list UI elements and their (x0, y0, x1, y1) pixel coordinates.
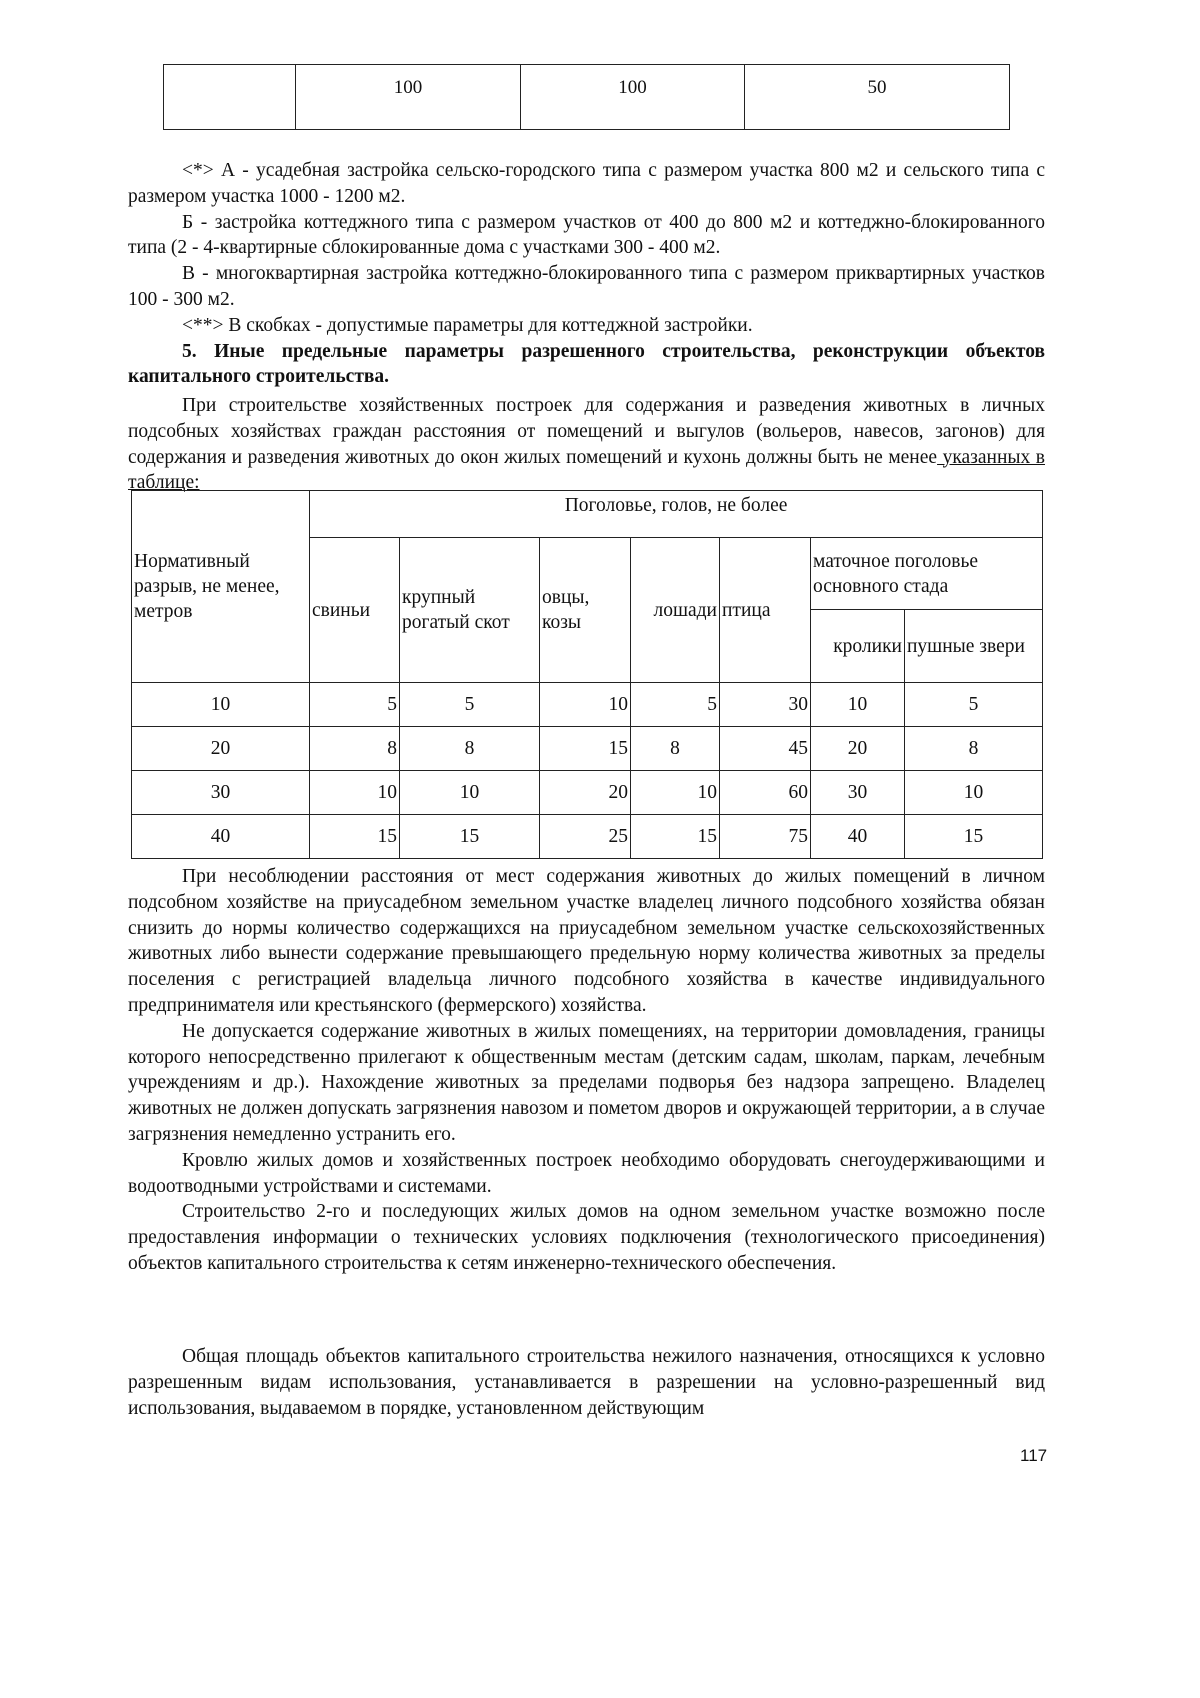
note-star2: <**> В скобках - допустимые параметры для коттеджной застройки. (182, 314, 753, 336)
body-paragraph-4: Строительство 2-го и последующих жилых домов на одном земельном участке возможно после предоставления информации о технических условиях подключения (технологического присоединения) объектов капитального строительства к сетям инженерно-технического обеспечения. (128, 1201, 1045, 1274)
table-row (132, 727, 1043, 771)
header-pigs: свиньи (310, 538, 400, 683)
table-cell: 60 (720, 771, 811, 815)
table-row (132, 683, 1043, 727)
animal-distance-table (131, 490, 1043, 859)
table-cell: 5 (310, 683, 400, 727)
note-b: Б - застройка коттеджного типа с размером участков от 400 до 800 м2 и коттеджно-блокированного типа (2 - 4-квартирные сблокированные дома с участками 300 - 400 м2. (128, 211, 1045, 259)
table-cell (164, 65, 296, 130)
table-cell: 15 (631, 815, 720, 859)
table-cell: 5 (631, 683, 720, 727)
table-header-row (132, 491, 1043, 538)
table-cell: 10 (540, 683, 631, 727)
body-text-continued (128, 1344, 1045, 1421)
table-cell: 30 (720, 683, 811, 727)
table-cell: 8 (310, 727, 400, 771)
table-cell: 30 (132, 771, 310, 815)
intro-paragraph (128, 393, 1045, 496)
table-cell: 8 (905, 727, 1043, 771)
header-fur: пушные звери (905, 610, 1043, 683)
table-cell: 100 (296, 65, 521, 130)
table-row (164, 65, 1010, 130)
header-breeding: маточное поголовье основного стада (811, 538, 1043, 610)
table-cell: 50 (745, 65, 1010, 130)
table-cell: 40 (132, 815, 310, 859)
table-cell: 20 (811, 727, 905, 771)
header-rabbits: кролики (811, 610, 905, 683)
body-paragraph-3: Кровлю жилых домов и хозяйственных построек необходимо оборудовать снегоудерживающими и водоотводными устройствами и системами. (128, 1149, 1045, 1197)
footnotes (128, 158, 1045, 390)
page-number: 117 (1020, 1446, 1048, 1465)
table-cell: 20 (132, 727, 310, 771)
table-cell: 45 (720, 727, 811, 771)
table-cell: 5 (400, 683, 540, 727)
table-cell: 8 (631, 727, 720, 771)
table-cell: 20 (540, 771, 631, 815)
table-cell: 15 (905, 815, 1043, 859)
note-a: <*> А - усадебная застройка сельско-городского типа с размером участка 800 м2 и сельского типа с размером участка 1000 - 1200 м2. (128, 160, 1045, 207)
header-sheep: овцы, козы (540, 538, 631, 683)
table-cell: 25 (540, 815, 631, 859)
body-paragraph-2: Не допускается содержание животных в жилых помещениях, на территории домовладения, границы которого непосредственно прилегают к общественным местам (детским садам, школам, паркам, лечебным учреждениям и др.). Нахождение животных за пределами подворья без надзора запрещено. Владелец животных не должен допускать загрязнения навозом и пометом дворов и окружающей территории, а в случае загрязнения немедленно устранить его. (128, 1020, 1045, 1145)
table-cell: 10 (631, 771, 720, 815)
table-cell: 15 (400, 815, 540, 859)
body-paragraph-1: При несоблюдении расстояния от мест содержания животных до жилых помещений в личном подсобном хозяйстве на приусадебном земельном участке владелец личного подсобного хозяйства обязан снизить до нормы количество содержащихся на приусадебном земельном участке сельскохозяйственных животных либо вынести содержание превышающего предельную норму количества животных за пределы поселения с регистрацией владельца личного подсобного хозяйства в качестве индивидуального предпринимателя или крестьянского (фермерского) хозяйства. (128, 866, 1045, 1016)
note-v: В - многоквартирная застройка коттеджно-блокированного типа с размером приквартирных участков 100 - 300 м2. (128, 263, 1045, 310)
intro-text: При строительстве хозяйственных построек для содержания и разведения животных в личных подсобных хозяйствах граждан расстояния от помещений и выгулов (вольеров, навесов, загонов) для содержания и разведения животных до окон жилых помещений и кухонь должны быть не менее (128, 395, 1045, 468)
table-cell: 5 (905, 683, 1043, 727)
header-distance: Нормативный разрыв, не менее, метров (132, 491, 310, 683)
header-horses: лошади (631, 538, 720, 683)
table-cell: 10 (811, 683, 905, 727)
table-cell: 10 (310, 771, 400, 815)
table-row (132, 815, 1043, 859)
table-cell: 10 (400, 771, 540, 815)
table-cell: 40 (811, 815, 905, 859)
table-cell: 10 (132, 683, 310, 727)
intro-tail: указанных в таблице: (128, 446, 1045, 494)
table-cell: 15 (310, 815, 400, 859)
body-paragraph-5: Общая площадь объектов капитального строительства нежилого назначения, относящихся к условно разрешенным видам использования, устанавливается в разрешении на условно-разрешенный вид использования, выдаваемом в порядке, установленном действующим (128, 1346, 1045, 1419)
body-text (128, 864, 1045, 1277)
table-cell: 30 (811, 771, 905, 815)
section-intro (128, 393, 1045, 496)
header-livestock: Поголовье, голов, не более (310, 491, 1043, 538)
table-cell: 75 (720, 815, 811, 859)
table-cell: 10 (905, 771, 1043, 815)
header-birds: птица (720, 538, 811, 683)
table-cell: 15 (540, 727, 631, 771)
table-cell: 100 (521, 65, 745, 130)
top-table-fragment (163, 64, 1010, 130)
table-cell: 8 (400, 727, 540, 771)
section-heading: 5. Иные предельные параметры разрешенного строительства, реконструкции объектов капитального строительства. (128, 340, 1045, 388)
header-cattle: крупный рогатый скот (400, 538, 540, 683)
table-row (132, 771, 1043, 815)
